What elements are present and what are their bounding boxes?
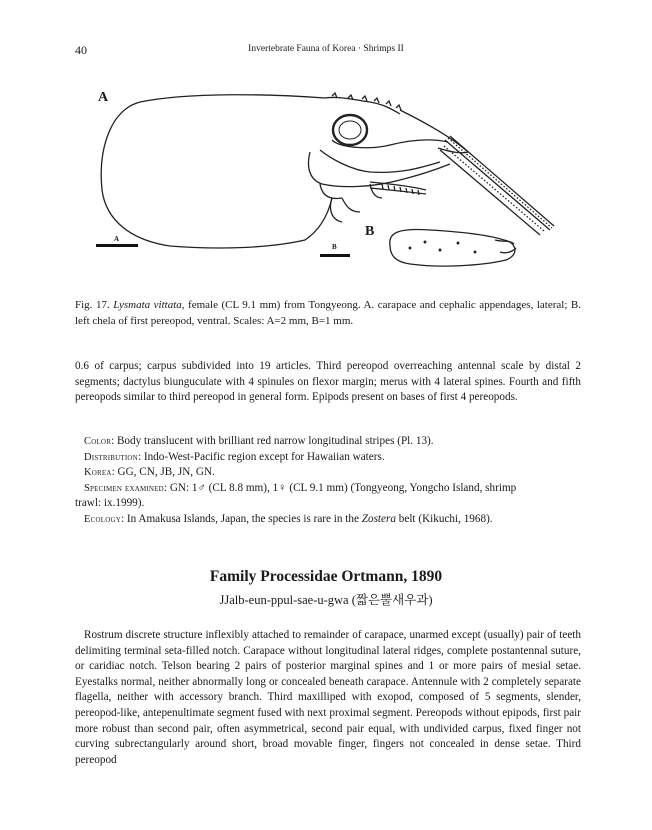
entry-color	[84, 434, 581, 450]
family-title: Family Processidae Ortmann, 1890	[209, 568, 443, 585]
entry-distribution-text: : Indo-West-Pacific region except for Hawaiian waters.	[137, 451, 385, 463]
entry-ecology-italic: Zostera	[361, 513, 396, 525]
caption-species: Lysmata vittata	[113, 299, 182, 311]
scale-label-a: A	[114, 235, 120, 243]
eye	[333, 115, 367, 145]
page-number: 40	[75, 43, 87, 57]
family-romanization: JJalb-eun-ppul-sae-u-gwa (짧은뿔새우과)	[219, 593, 433, 607]
entry-specimen-text: : GN: 1♂ (CL 8.8 mm), 1♀ (CL 9.1 mm) (Tongyeong, Yongcho Island, shrimp	[163, 482, 517, 494]
figure-17	[70, 80, 590, 280]
entry-specimen-label: Specimen examined	[84, 483, 164, 494]
running-head: Invertebrate Fauna of Korea · Shrimps II	[248, 44, 404, 54]
scale-label-b: B	[332, 243, 337, 251]
entry-specimen-continued: trawl: ix.1999).	[75, 497, 145, 509]
entry-color-text: : Body translucent with brilliant red narrow longitudinal stripes (Pl. 13).	[111, 435, 434, 447]
entry-ecology-label: Ecology	[84, 514, 121, 525]
entry-korea	[84, 465, 581, 481]
scale-bar-b	[320, 254, 350, 257]
panel-label-a: A	[98, 90, 109, 105]
entry-specimen	[84, 481, 581, 497]
entry-distribution-label: Distribution	[84, 452, 138, 463]
figure-caption	[75, 297, 581, 329]
carapace-outline	[101, 95, 332, 248]
scale-bar-a	[96, 244, 138, 247]
entry-color-label: Color	[84, 436, 112, 447]
paragraph-2: Rostrum discrete structure inflexibly attached to remainder of carapace, unarmed except (usually) pair of teeth delimiting terminal seta-filled notch. Carapace without longitudinal lateral ridges, complete postantennal suture, or caridiac notch. Telson bearing 2 pairs of posterior marginal spines and 1 or more pairs of mesial setae. Eyestalks normal, neither abnormally long or concealed beneath carapace. Antennule with 2 completely separate flagella, neither with accessory branch. Third maxilliped with exopod, composed of 5 segments, slender, pereopod-like, antepenultimate segment fused with next proximal segment. Pereopods without epipods, first pair more robust than second pair, often asymmetrical, second pair equal, with undivided carpus, fixed finger not curving subrectangularly around short, broad movable finger, fingers not concealed in dense setae. Third pereopod	[75, 629, 581, 766]
caption-prefix: Fig. 17.	[75, 299, 110, 311]
chela-b	[390, 230, 516, 267]
entry-korea-text: : GG, CN, JB, JN, GN.	[111, 466, 215, 478]
entry-ecology-text-end: belt (Kikuchi, 1968).	[395, 513, 493, 525]
entry-korea-label: Korea	[84, 467, 112, 478]
caption-text: , female (CL 9.1 mm) from Tongyeong. A. carapace and cephalic appendages, lateral; B. left chela of first pereopod, ventral. Scales: A=2 mm, B=1 mm.	[75, 299, 581, 327]
panel-label-b: B	[365, 224, 375, 239]
entry-distribution	[84, 450, 581, 466]
paragraph-1: 0.6 of carpus; carpus subdivided into 19 articles. Third pereopod overreaching antennal scale by distal 2 segments; dactylus biunguculate with 4 spinules on flexor margin; merus with 4 lateral spines. Fourth and fifth pereopods similar to third pereopod in general form. Epipods present on bases of first 4 pereopods.	[75, 360, 581, 404]
entry-ecology-text: : In Amakusa Islands, Japan, the species is rare in the	[120, 513, 362, 525]
entry-ecology	[84, 512, 581, 528]
shrimp-illustration	[70, 80, 590, 280]
